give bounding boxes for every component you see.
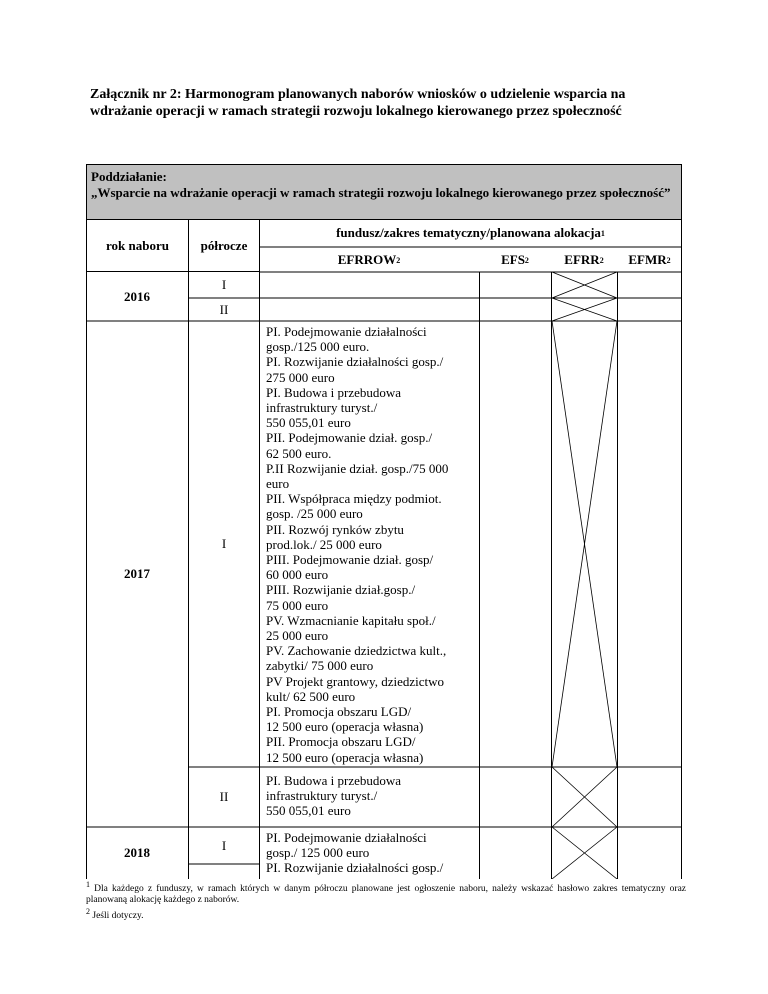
col-header-year: rok naboru — [86, 219, 189, 272]
list-item: gosp./125 000 euro. — [266, 339, 370, 355]
document-title: Załącznik nr 2: Harmonogram planowanych naborów wniosków o udzielenie wsparcia na wdrażanie operacji w ramach strategii rozwoju lokalnego kierowanego przez społeczność — [90, 87, 626, 119]
footnote-2-mark: 2 — [86, 907, 90, 917]
list-item: prod.lok./ 25 000 euro — [266, 536, 382, 552]
list-item: PII. Współpraca między podmiot. — [266, 491, 442, 507]
list-item: PIII. Rozwijanie dział.gosp./ — [266, 582, 416, 598]
list-item: PIII. Podejmowanie dział. gosp/ — [266, 552, 434, 568]
list-item: zabytki/ 75 000 euro — [266, 658, 374, 674]
half-2018-I: I — [221, 837, 227, 853]
half-2017-II: II — [219, 789, 229, 804]
efrrow-2018-I-list — [260, 827, 479, 879]
subaction-name: „Wsparcie na wdrażanie operacji w ramach strategii rozwoju lokalnego kierowanego przez społeczność” — [91, 185, 671, 200]
efrr-crossed-cells — [552, 272, 617, 879]
list-item: gosp./ 125 000 euro — [266, 845, 370, 861]
col-header-fund-label: fundusz/zakres tematyczny/planowana alokacja — [336, 225, 601, 240]
footnote-2-text: Jeśli dotyczy. — [92, 911, 144, 922]
list-item: PV Projekt grantowy, dziedzictwo — [266, 673, 444, 689]
year-2018: 2018 — [124, 845, 150, 860]
list-item: PII. Podejmowanie dział. gosp./ — [266, 430, 433, 446]
list-item: 25 000 euro — [266, 628, 329, 644]
col-header-half: półrocze — [188, 219, 260, 272]
footnote-1-text: Dla każdego z funduszy, w ramach których w danym półroczu planowane jest ogłoszenie naboru, należy wskazać hasłowo zakres tematyczny oraz planowaną alokację każdego z naborów. — [86, 884, 686, 906]
footnote-ref: 2 — [396, 255, 401, 265]
list-item: PII. Rozwój rynków zbytu — [266, 521, 404, 537]
year-2016: 2016 — [124, 288, 150, 304]
efrrow-2017-I-list — [260, 321, 479, 768]
list-item: euro — [266, 476, 290, 492]
half-2016-II: II — [219, 301, 229, 317]
list-item: PI. Podejmowanie działalności — [266, 830, 427, 845]
col-header-efrrow-label: EFRROW — [337, 252, 397, 267]
col-header-efmr-label: EFMR — [628, 252, 667, 267]
list-item: PI. Promocja obszaru LGD/ — [266, 704, 412, 720]
footnote-1 — [86, 879, 686, 906]
list-item: 12 500 euro (operacja własna) — [266, 719, 424, 735]
list-item: PV. Zachowanie dziedzictwa kult., — [266, 643, 447, 659]
list-item: 550 055,01 euro — [266, 803, 351, 819]
subaction-label: Poddziałanie: — [91, 169, 167, 184]
list-item: 550 055,01 euro — [266, 415, 351, 431]
list-item: P.II Rozwijanie dział. gosp./75 000 — [266, 460, 449, 476]
half-2017-I: I — [221, 536, 227, 551]
half-2016-I: I — [221, 277, 227, 292]
list-item: PI. Budowa i przebudowa — [266, 384, 402, 400]
list-item: 12 500 euro (operacja własna) — [266, 749, 424, 765]
footnote-ref: 2 — [524, 255, 529, 265]
list-item: PI. Rozwijanie działalności gosp./ — [266, 860, 444, 876]
list-item: PI. Podejmowanie działalności — [266, 324, 427, 339]
list-item: infrastruktury turyst./ — [266, 788, 378, 804]
subaction-header — [86, 164, 682, 220]
footnote-2 — [86, 906, 686, 922]
list-item: 275 000 euro — [266, 369, 335, 385]
col-header-efs-label: EFS — [501, 252, 525, 267]
list-item: PV. Wzmacnianie kapitału społ./ — [266, 612, 436, 628]
footnote-ref: 2 — [599, 255, 604, 265]
schedule-table — [86, 219, 682, 879]
list-item: 62 500 euro. — [266, 445, 332, 461]
footnote-ref: 1 — [600, 228, 605, 238]
list-item: 60 000 euro — [266, 567, 329, 583]
list-item: 75 000 euro — [266, 597, 329, 613]
footnote-1-mark: 1 — [86, 880, 90, 889]
list-item: PI. Budowa i przebudowa — [266, 773, 402, 788]
year-2017: 2017 — [124, 566, 150, 581]
list-item: infrastruktury turyst./ — [266, 400, 378, 416]
list-item: PI. Rozwijanie działalności gosp./ — [266, 354, 444, 370]
col-header-efrr-label: EFRR — [564, 252, 600, 267]
footnote-ref: 2 — [666, 255, 671, 265]
list-item: gosp. /25 000 euro — [266, 506, 363, 522]
list-item: PII. Promocja obszaru LGD/ — [266, 734, 416, 750]
efrrow-2017-II-list — [260, 770, 479, 822]
list-item: kult/ 62 500 euro — [266, 688, 356, 704]
footnotes — [86, 879, 686, 922]
